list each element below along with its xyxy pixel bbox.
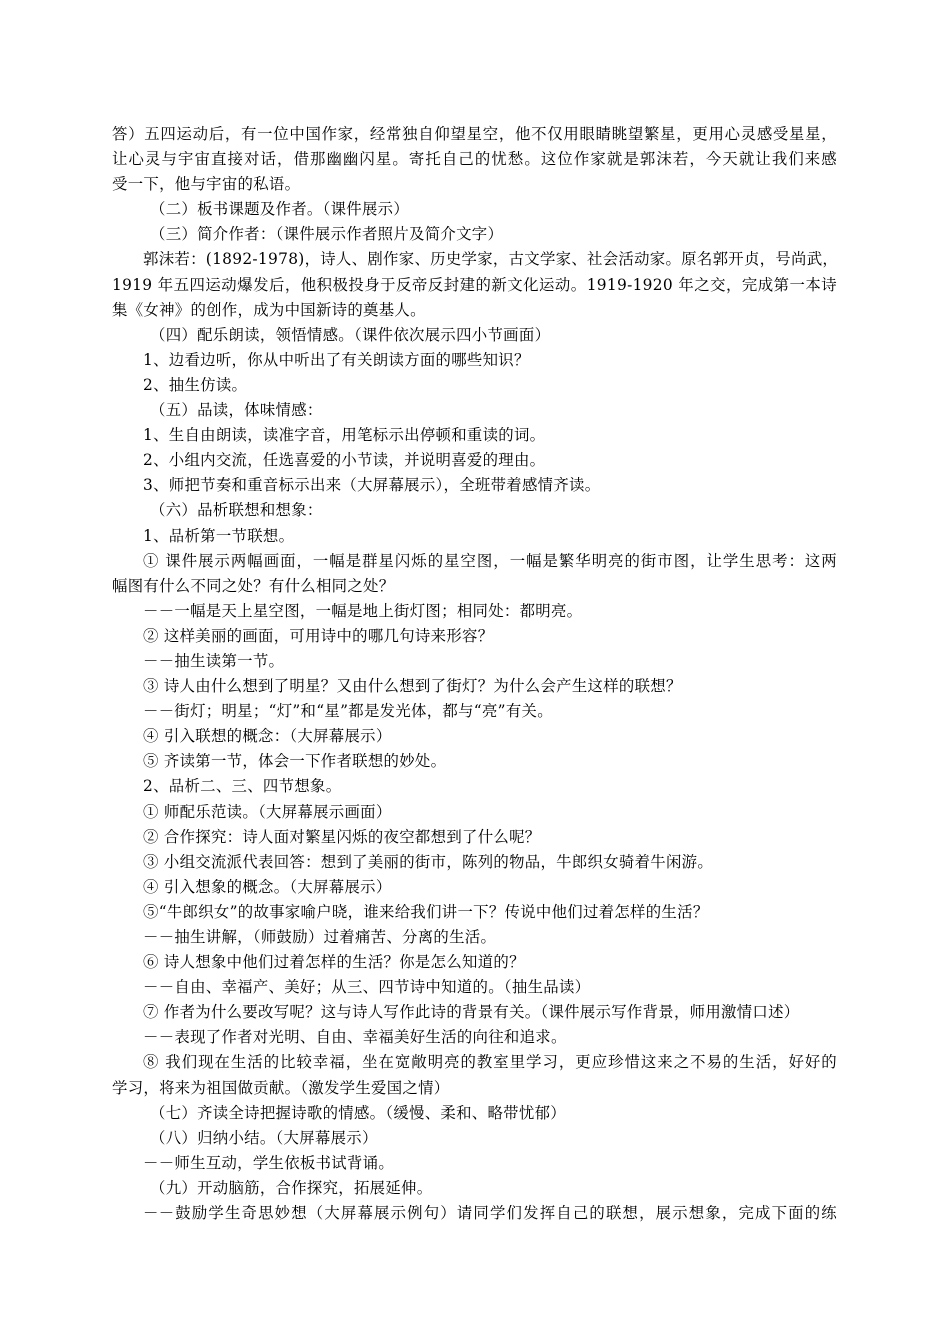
answer-line: －－一幅是天上星空图，一幅是地上街灯图；相同处：都明亮。	[143, 601, 583, 620]
list-item: 1、边看边听，你从中听出了有关朗读方面的哪些知识？	[143, 350, 530, 369]
paragraph-line: 1919 年五四运动爆发后，他积极投身于反帝反封建的新文化运动。1919-1920 年之交，完成第一本诗	[112, 275, 837, 294]
list-item: ② 这样美丽的画面，可用诗中的哪几句诗来形容？	[143, 626, 494, 645]
list-item: ⑧ 我们现在生活的比较幸福，坐在宽敞明亮的教室里学习，更应珍惜这来之不易的生活，好好的	[143, 1053, 837, 1072]
paragraph-line: 郭沫若：(1892-1978)，诗人、剧作家、历史学家，古文学家、社会活动家。原名郭开贞，号尚武，	[143, 250, 839, 269]
list-item: 2、抽生仿读。	[143, 375, 248, 394]
answer-line: －－自由、幸福产、美好；从三、四节诗中知道的。（抽生品读）	[143, 978, 591, 997]
paragraph-line: 幅图有什么不同之处？有什么相同之处？	[112, 576, 395, 595]
list-item: 1、生自由朗读，读准字音，用笔标示出停顿和重读的词。	[143, 426, 546, 445]
list-item: ⑥ 诗人想象中他们过着怎样的生活？你是怎么知道的？	[143, 953, 525, 972]
list-item: ① 师配乐范读。（大屏幕展示画面）	[143, 802, 392, 821]
paragraph-line: 答）五四运动后，有一位中国作家，经常独自仰望星空，他不仅用眼睛眺望繁星，更用心灵感受星星，	[112, 125, 837, 143]
section-heading: （二）板书课题及作者。（课件展示）	[150, 200, 410, 219]
section-heading: （七）齐读全诗把握诗歌的情感。（缓慢、柔和、略带忧郁）	[150, 1103, 566, 1122]
answer-line: －－表现了作者对光明、自由、幸福美好生活的向往和追求。	[143, 1028, 567, 1047]
answer-line: －－师生互动，学生依板书试背诵。	[143, 1153, 395, 1172]
answer-line: －－街灯；明星；“灯”和“星”都是发光体，都与“亮”有关。	[143, 702, 553, 721]
paragraph-line: 学习，将来为祖国做贡献。（激发学生爱国之情）	[112, 1078, 450, 1097]
list-item: 2、品析二、三、四节想象。	[143, 777, 342, 796]
list-item: 3、师把节奏和重音标示出来（大屏幕展示），全班带着感情齐读。	[143, 476, 601, 495]
list-item: ③ 诗人由什么想到了明星？又由什么想到了街灯？为什么会产生这样的联想？	[143, 677, 682, 696]
answer-line: －－抽生讲解，（师鼓励）过着痛苦、分离的生活。	[143, 928, 497, 946]
paragraph-line: 让心灵与宇宙直接对话，借那幽幽闪星。寄托自己的忧愁。这位作家就是郭沫若，今天就让我们来感	[112, 150, 837, 169]
paragraph-line: 集《女神》的创作，成为中国新诗的奠基人。	[112, 300, 426, 319]
list-item: 1、品析第一节联想。	[143, 526, 295, 545]
section-heading: （四）配乐朗读，领悟情感。（课件依次展示四小节画面）	[150, 325, 551, 344]
section-heading: （九）开动脑筋，合作探究，拓展延伸。	[150, 1178, 433, 1197]
paragraph-line: 受一下，他与宇宙的私语。	[112, 175, 301, 194]
section-heading: （八）归纳小结。（大屏幕展示）	[150, 1128, 378, 1147]
list-item: ⑦ 作者为什么要改写呢？这与诗人写作此诗的背景有关。（课件展示写作背景，师用激情口述）	[143, 1003, 800, 1022]
answer-line: －－抽生读第一节。	[143, 651, 285, 670]
list-item: ① 课件展示两幅画面，一幅是群星闪烁的星空图，一幅是繁华明亮的街市图，让学生思考：这两	[143, 551, 837, 570]
list-item: ⑤ 齐读第一节，体会一下作者联想的妙处。	[143, 752, 447, 771]
list-item: ⑤“牛郎织女”的故事家喻户晓，谁来给我们讲一下？传说中他们过着怎样的生活？	[143, 902, 709, 921]
section-heading: （六）品析联想和想象：	[150, 501, 323, 520]
list-item: ③ 小组交流派代表回答：想到了美丽的街市，陈列的物品，牛郎织女骑着牛闲游。	[143, 852, 714, 871]
list-item: ④ 引入联想的概念：（大屏幕展示）	[143, 727, 392, 746]
section-heading: （三）简介作者：（课件展示作者照片及简介文字）	[150, 225, 504, 244]
list-item: 2、小组内交流，任选喜爱的小节读，并说明喜爱的理由。	[143, 451, 546, 470]
list-item: ② 合作探究：诗人面对繁星闪烁的夜空都想到了什么呢？	[143, 827, 541, 846]
document-page	[112, 122, 837, 1226]
list-item: ④ 引入想象的概念。（大屏幕展示）	[143, 877, 392, 896]
answer-line: －－鼓励学生奇思妙想（大屏幕展示例句）请同学们发挥自己的联想，展示想象，完成下面的练	[143, 1204, 837, 1223]
section-heading: （五）品读，体味情感：	[150, 401, 323, 420]
